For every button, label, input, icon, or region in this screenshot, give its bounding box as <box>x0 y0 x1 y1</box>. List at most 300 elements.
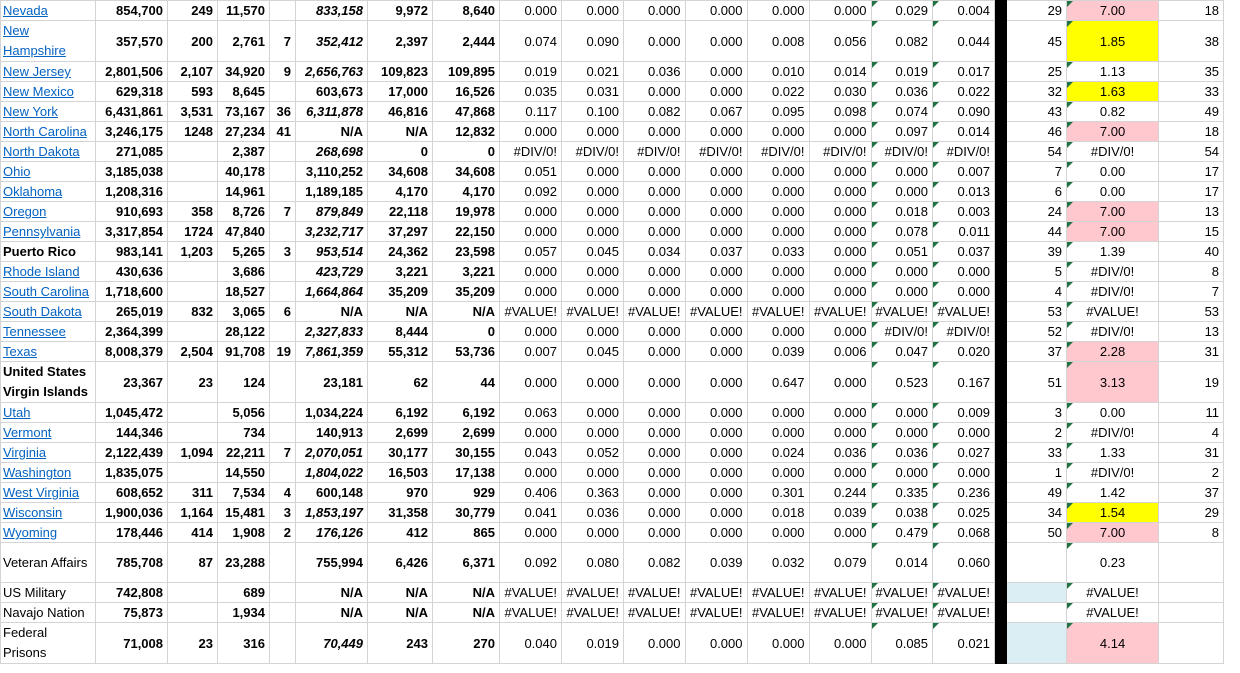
cell[interactable]: #DIV/0! <box>500 142 562 162</box>
row-label[interactable]: New Mexico <box>1 82 96 102</box>
cell[interactable]: 1724 <box>168 222 218 242</box>
cell[interactable]: 0.000 <box>933 262 995 282</box>
cell[interactable]: 0.363 <box>562 483 624 503</box>
row-label[interactable]: New Jersey <box>1 62 96 82</box>
cell[interactable]: 0.036 <box>562 503 624 523</box>
cell[interactable]: 603,673 <box>296 82 368 102</box>
cell[interactable]: 0.406 <box>500 483 562 503</box>
score-cell[interactable]: #DIV/0! <box>1067 463 1159 483</box>
cell[interactable] <box>270 603 296 623</box>
cell[interactable]: N/A <box>433 583 500 603</box>
cell[interactable]: 430,636 <box>96 262 168 282</box>
cell[interactable] <box>168 403 218 423</box>
cell[interactable] <box>270 162 296 182</box>
cell[interactable]: N/A <box>433 603 500 623</box>
cell[interactable]: 6,426 <box>368 543 433 583</box>
cell[interactable]: 0.000 <box>500 523 562 543</box>
cell[interactable]: 0.032 <box>747 543 809 583</box>
cell[interactable]: 0.000 <box>500 362 562 403</box>
cell[interactable]: 0.031 <box>562 82 624 102</box>
cell[interactable]: 0.013 <box>933 182 995 202</box>
cell[interactable]: 2 <box>1159 463 1224 483</box>
cell[interactable]: 8,645 <box>218 82 270 102</box>
cell[interactable]: 0.045 <box>562 242 624 262</box>
cell[interactable]: 0.335 <box>871 483 933 503</box>
cell[interactable] <box>168 603 218 623</box>
cell[interactable]: 1,718,600 <box>96 282 168 302</box>
cell[interactable]: 6,431,861 <box>96 102 168 122</box>
row-label[interactable]: Washington <box>1 463 96 483</box>
cell[interactable]: 0.000 <box>747 403 809 423</box>
cell[interactable]: 35,209 <box>368 282 433 302</box>
score-cell[interactable]: 0.23 <box>1067 543 1159 583</box>
cell[interactable]: 2 <box>1007 423 1067 443</box>
row-label[interactable]: North Dakota <box>1 142 96 162</box>
cell[interactable]: 0.000 <box>871 463 933 483</box>
cell[interactable]: 7 <box>270 202 296 222</box>
cell[interactable]: 0.040 <box>500 623 562 664</box>
cell[interactable]: 0.000 <box>500 423 562 443</box>
cell[interactable]: 6,311,878 <box>296 102 368 122</box>
cell[interactable]: 0.000 <box>685 463 747 483</box>
cell[interactable]: 0.035 <box>500 82 562 102</box>
cell[interactable] <box>270 282 296 302</box>
cell[interactable]: 0.038 <box>871 503 933 523</box>
cell[interactable]: 3,686 <box>218 262 270 282</box>
cell[interactable]: 8,008,379 <box>96 342 168 362</box>
row-label[interactable]: Rhode Island <box>1 262 96 282</box>
cell[interactable]: 0.021 <box>562 62 624 82</box>
score-cell[interactable]: 4.14 <box>1067 623 1159 664</box>
cell[interactable]: 0.020 <box>933 342 995 362</box>
cell[interactable]: 4,170 <box>433 182 500 202</box>
row-label[interactable]: Virginia <box>1 443 96 463</box>
cell[interactable]: 270 <box>433 623 500 664</box>
score-cell[interactable]: 1.54 <box>1067 503 1159 523</box>
cell[interactable]: 1248 <box>168 122 218 142</box>
cell[interactable] <box>270 403 296 423</box>
cell[interactable]: 0.000 <box>685 282 747 302</box>
cell[interactable]: 0.000 <box>685 182 747 202</box>
score-cell[interactable]: #DIV/0! <box>1067 142 1159 162</box>
cell[interactable]: 144,346 <box>96 423 168 443</box>
cell[interactable]: 49 <box>1007 483 1067 503</box>
cell[interactable]: 0.000 <box>624 362 686 403</box>
cell[interactable] <box>270 423 296 443</box>
cell[interactable]: 0.000 <box>624 403 686 423</box>
score-cell[interactable]: 7.00 <box>1067 122 1159 142</box>
cell[interactable]: 0.244 <box>809 483 871 503</box>
cell[interactable]: 87 <box>168 543 218 583</box>
cell[interactable]: 0.030 <box>809 82 871 102</box>
cell[interactable]: 0.000 <box>809 182 871 202</box>
cell[interactable]: 11 <box>1159 403 1224 423</box>
cell[interactable]: 1,908 <box>218 523 270 543</box>
cell[interactable] <box>168 282 218 302</box>
cell[interactable]: 124 <box>218 362 270 403</box>
cell[interactable]: 0.095 <box>747 102 809 122</box>
cell[interactable]: 109,895 <box>433 62 500 82</box>
cell[interactable]: 178,446 <box>96 523 168 543</box>
cell[interactable]: #VALUE! <box>747 603 809 623</box>
cell[interactable]: 0 <box>433 142 500 162</box>
cell[interactable]: 0.167 <box>933 362 995 403</box>
cell[interactable] <box>1007 603 1067 623</box>
cell[interactable]: 0.000 <box>809 262 871 282</box>
cell[interactable]: 0.018 <box>871 202 933 222</box>
cell[interactable]: 49 <box>1159 102 1224 122</box>
cell[interactable]: 0.000 <box>747 322 809 342</box>
cell[interactable]: 7,534 <box>218 483 270 503</box>
cell[interactable]: 9,972 <box>368 1 433 21</box>
score-cell[interactable]: #DIV/0! <box>1067 322 1159 342</box>
row-label[interactable]: Texas <box>1 342 96 362</box>
cell[interactable]: 0.036 <box>624 62 686 82</box>
cell[interactable]: 0.000 <box>624 1 686 21</box>
cell[interactable]: 0.000 <box>685 322 747 342</box>
cell[interactable]: 2,504 <box>168 342 218 362</box>
cell[interactable]: 1,853,197 <box>296 503 368 523</box>
cell[interactable]: 0.022 <box>747 82 809 102</box>
cell[interactable]: 0.039 <box>809 503 871 523</box>
cell[interactable]: 40,178 <box>218 162 270 182</box>
cell[interactable]: 18,527 <box>218 282 270 302</box>
cell[interactable]: 593 <box>168 82 218 102</box>
cell[interactable]: 30,779 <box>433 503 500 523</box>
row-label[interactable]: Nevada <box>1 1 96 21</box>
cell[interactable]: #VALUE! <box>500 583 562 603</box>
cell[interactable]: 71,008 <box>96 623 168 664</box>
cell[interactable]: 953,514 <box>296 242 368 262</box>
cell[interactable]: 0.000 <box>809 202 871 222</box>
cell[interactable]: 51 <box>1007 362 1067 403</box>
cell[interactable]: 0.000 <box>809 322 871 342</box>
cell[interactable]: 0.000 <box>562 162 624 182</box>
cell[interactable]: 29 <box>1159 503 1224 523</box>
cell[interactable]: 28,122 <box>218 322 270 342</box>
cell[interactable]: 2,397 <box>368 21 433 62</box>
cell[interactable]: 0.063 <box>500 403 562 423</box>
cell[interactable] <box>270 1 296 21</box>
cell[interactable]: 0.000 <box>624 222 686 242</box>
cell[interactable]: 600,148 <box>296 483 368 503</box>
cell[interactable]: 0.000 <box>685 122 747 142</box>
cell[interactable]: 5,056 <box>218 403 270 423</box>
cell[interactable]: 0.036 <box>809 443 871 463</box>
cell[interactable]: 31 <box>1159 342 1224 362</box>
cell[interactable]: 23,367 <box>96 362 168 403</box>
cell[interactable]: 1,208,316 <box>96 182 168 202</box>
cell[interactable]: 3 <box>270 242 296 262</box>
cell[interactable]: 0.479 <box>871 523 933 543</box>
cell[interactable]: 29 <box>1007 1 1067 21</box>
cell[interactable]: 0.090 <box>562 21 624 62</box>
cell[interactable]: #VALUE! <box>809 603 871 623</box>
cell[interactable]: 0.000 <box>747 423 809 443</box>
cell[interactable]: 43 <box>1007 102 1067 122</box>
cell[interactable]: 17,000 <box>368 82 433 102</box>
cell[interactable]: 1,203 <box>168 242 218 262</box>
cell[interactable]: N/A <box>368 583 433 603</box>
cell[interactable]: 0.051 <box>871 242 933 262</box>
cell[interactable]: 8 <box>1159 523 1224 543</box>
cell[interactable]: 17 <box>1159 182 1224 202</box>
cell[interactable]: 0.000 <box>685 1 747 21</box>
cell[interactable]: 16,503 <box>368 463 433 483</box>
cell[interactable]: N/A <box>368 603 433 623</box>
cell[interactable]: 53 <box>1007 302 1067 322</box>
cell[interactable]: 54 <box>1007 142 1067 162</box>
cell[interactable]: 0.000 <box>624 202 686 222</box>
cell[interactable] <box>270 322 296 342</box>
score-cell[interactable]: 1.85 <box>1067 21 1159 62</box>
cell[interactable]: 832 <box>168 302 218 322</box>
row-label[interactable]: Pennsylvania <box>1 222 96 242</box>
cell[interactable]: 200 <box>168 21 218 62</box>
cell[interactable]: 75,873 <box>96 603 168 623</box>
score-cell[interactable]: #DIV/0! <box>1067 423 1159 443</box>
score-cell[interactable]: 1.63 <box>1067 82 1159 102</box>
cell[interactable]: 0.000 <box>624 623 686 664</box>
cell[interactable]: 0.000 <box>562 403 624 423</box>
cell[interactable]: 35,209 <box>433 282 500 302</box>
cell[interactable]: 1 <box>1007 463 1067 483</box>
cell[interactable]: 53 <box>1159 302 1224 322</box>
cell[interactable]: 45 <box>1007 21 1067 62</box>
cell[interactable]: 0.000 <box>809 1 871 21</box>
cell[interactable]: 0.301 <box>747 483 809 503</box>
cell[interactable]: 0 <box>368 142 433 162</box>
cell[interactable] <box>270 583 296 603</box>
cell[interactable]: 19 <box>270 342 296 362</box>
cell[interactable]: 734 <box>218 423 270 443</box>
cell[interactable] <box>168 423 218 443</box>
score-cell[interactable]: #DIV/0! <box>1067 262 1159 282</box>
cell[interactable] <box>270 82 296 102</box>
cell[interactable]: 0.000 <box>871 162 933 182</box>
cell[interactable]: 0.000 <box>871 423 933 443</box>
cell[interactable]: 2,364,399 <box>96 322 168 342</box>
cell[interactable]: #DIV/0! <box>685 142 747 162</box>
cell[interactable]: 0.025 <box>933 503 995 523</box>
cell[interactable]: 2,761 <box>218 21 270 62</box>
cell[interactable]: 14,550 <box>218 463 270 483</box>
cell[interactable]: 0.000 <box>562 122 624 142</box>
cell[interactable]: #VALUE! <box>562 302 624 322</box>
cell[interactable]: #VALUE! <box>747 302 809 322</box>
cell[interactable]: 6 <box>270 302 296 322</box>
cell[interactable]: 4 <box>270 483 296 503</box>
cell[interactable]: 22,150 <box>433 222 500 242</box>
cell[interactable]: 0.022 <box>933 82 995 102</box>
row-label[interactable]: Oregon <box>1 202 96 222</box>
cell[interactable]: 30,155 <box>433 443 500 463</box>
cell[interactable]: 3,317,854 <box>96 222 168 242</box>
cell[interactable]: 0.080 <box>562 543 624 583</box>
cell[interactable]: 30,177 <box>368 443 433 463</box>
cell[interactable]: 0.000 <box>562 202 624 222</box>
cell[interactable]: 27,234 <box>218 122 270 142</box>
cell[interactable]: 23,598 <box>433 242 500 262</box>
cell[interactable]: #DIV/0! <box>624 142 686 162</box>
cell[interactable]: #DIV/0! <box>871 322 933 342</box>
cell[interactable]: 31,358 <box>368 503 433 523</box>
cell[interactable]: 0.000 <box>747 262 809 282</box>
cell[interactable]: 0.067 <box>685 102 747 122</box>
cell[interactable]: 0.236 <box>933 483 995 503</box>
cell[interactable]: 0.000 <box>624 463 686 483</box>
cell[interactable]: #DIV/0! <box>871 142 933 162</box>
cell[interactable] <box>270 182 296 202</box>
cell[interactable]: 0.000 <box>685 202 747 222</box>
cell[interactable]: 0.000 <box>685 342 747 362</box>
cell[interactable]: 0.000 <box>562 1 624 21</box>
cell[interactable]: 0.007 <box>500 342 562 362</box>
score-cell[interactable]: #VALUE! <box>1067 583 1159 603</box>
cell[interactable]: 36 <box>270 102 296 122</box>
cell[interactable]: 22,211 <box>218 443 270 463</box>
cell[interactable]: 31 <box>1159 443 1224 463</box>
cell[interactable]: 9 <box>270 62 296 82</box>
cell[interactable]: 0.000 <box>871 403 933 423</box>
cell[interactable]: 46,816 <box>368 102 433 122</box>
cell[interactable]: 34,920 <box>218 62 270 82</box>
cell[interactable]: 0.000 <box>500 1 562 21</box>
cell[interactable]: 25 <box>1007 62 1067 82</box>
cell[interactable]: 0.000 <box>685 443 747 463</box>
row-label[interactable]: South Dakota <box>1 302 96 322</box>
row-label[interactable]: Wyoming <box>1 523 96 543</box>
cell[interactable]: 0.000 <box>624 483 686 503</box>
cell[interactable]: 1,094 <box>168 443 218 463</box>
cell[interactable]: 11,570 <box>218 1 270 21</box>
cell[interactable]: 0.000 <box>562 182 624 202</box>
cell[interactable] <box>168 322 218 342</box>
cell[interactable]: #DIV/0! <box>933 322 995 342</box>
cell[interactable]: 265,019 <box>96 302 168 322</box>
cell[interactable]: 1,045,472 <box>96 403 168 423</box>
cell[interactable]: 0.000 <box>871 262 933 282</box>
score-cell[interactable]: 3.13 <box>1067 362 1159 403</box>
cell[interactable]: N/A <box>368 122 433 142</box>
cell[interactable]: 0.000 <box>624 503 686 523</box>
cell[interactable]: 4,170 <box>368 182 433 202</box>
cell[interactable]: #DIV/0! <box>562 142 624 162</box>
cell[interactable]: 52 <box>1007 322 1067 342</box>
cell[interactable] <box>1159 543 1224 583</box>
cell[interactable]: 0.000 <box>685 523 747 543</box>
cell[interactable]: 0.085 <box>871 623 933 664</box>
cell[interactable]: 0.000 <box>685 82 747 102</box>
cell[interactable]: 33 <box>1007 443 1067 463</box>
cell[interactable]: 854,700 <box>96 1 168 21</box>
cell[interactable]: 0.051 <box>500 162 562 182</box>
cell[interactable]: 2,699 <box>368 423 433 443</box>
cell[interactable]: 1,189,185 <box>296 182 368 202</box>
cell[interactable]: 352,412 <box>296 21 368 62</box>
cell[interactable]: 243 <box>368 623 433 664</box>
cell[interactable]: 865 <box>433 523 500 543</box>
cell[interactable]: 2,327,833 <box>296 322 368 342</box>
cell[interactable]: 4 <box>1007 282 1067 302</box>
score-cell[interactable]: 0.00 <box>1067 403 1159 423</box>
cell[interactable]: 23,181 <box>296 362 368 403</box>
row-label[interactable]: Ohio <box>1 162 96 182</box>
cell[interactable]: 91,708 <box>218 342 270 362</box>
cell[interactable]: 3,246,175 <box>96 122 168 142</box>
cell[interactable]: 0.000 <box>500 463 562 483</box>
cell[interactable]: 929 <box>433 483 500 503</box>
cell[interactable]: 0.007 <box>933 162 995 182</box>
cell[interactable]: 3,110,252 <box>296 162 368 182</box>
cell[interactable]: 55,312 <box>368 342 433 362</box>
row-label[interactable]: South Carolina <box>1 282 96 302</box>
cell[interactable] <box>270 623 296 664</box>
cell[interactable]: 0.082 <box>624 102 686 122</box>
row-label[interactable]: West Virginia <box>1 483 96 503</box>
cell[interactable]: N/A <box>296 603 368 623</box>
cell[interactable]: 0.000 <box>562 463 624 483</box>
cell[interactable] <box>168 182 218 202</box>
row-label[interactable]: Wisconsin <box>1 503 96 523</box>
cell[interactable]: 0.000 <box>562 282 624 302</box>
cell[interactable]: 0.014 <box>871 543 933 583</box>
cell[interactable]: 13 <box>1159 322 1224 342</box>
cell[interactable]: 0.000 <box>809 463 871 483</box>
cell[interactable]: 0.000 <box>562 362 624 403</box>
cell[interactable]: #VALUE! <box>871 302 933 322</box>
cell[interactable]: 0.000 <box>747 1 809 21</box>
cell[interactable]: 0.000 <box>747 182 809 202</box>
cell[interactable]: #DIV/0! <box>747 142 809 162</box>
cell[interactable]: #VALUE! <box>624 302 686 322</box>
row-label[interactable]: Oklahoma <box>1 182 96 202</box>
score-cell[interactable]: 0.00 <box>1067 162 1159 182</box>
cell[interactable]: 0.047 <box>871 342 933 362</box>
cell[interactable]: 0.000 <box>562 322 624 342</box>
cell[interactable]: 0.036 <box>871 82 933 102</box>
cell[interactable]: #VALUE! <box>871 603 933 623</box>
cell[interactable]: 1,034,224 <box>296 403 368 423</box>
cell[interactable]: 0.000 <box>685 503 747 523</box>
cell[interactable]: 0.041 <box>500 503 562 523</box>
cell[interactable]: 16,526 <box>433 82 500 102</box>
cell[interactable]: 0.000 <box>685 623 747 664</box>
cell[interactable]: 0.000 <box>747 623 809 664</box>
cell[interactable]: 0.000 <box>624 423 686 443</box>
cell[interactable] <box>1007 623 1067 664</box>
cell[interactable] <box>270 463 296 483</box>
cell[interactable]: 2,656,763 <box>296 62 368 82</box>
cell[interactable]: 23,288 <box>218 543 270 583</box>
cell[interactable]: 0.000 <box>809 403 871 423</box>
cell[interactable]: 17 <box>1159 162 1224 182</box>
cell[interactable]: 12,832 <box>433 122 500 142</box>
cell[interactable]: 176,126 <box>296 523 368 543</box>
cell[interactable]: 983,141 <box>96 242 168 262</box>
cell[interactable]: 1,934 <box>218 603 270 623</box>
cell[interactable]: 271,085 <box>96 142 168 162</box>
cell[interactable]: 0.000 <box>685 222 747 242</box>
cell[interactable]: 2,444 <box>433 21 500 62</box>
cell[interactable] <box>168 262 218 282</box>
row-label[interactable]: Tennessee <box>1 322 96 342</box>
cell[interactable]: 0.024 <box>747 443 809 463</box>
cell[interactable]: 0.000 <box>809 222 871 242</box>
cell[interactable]: 2,387 <box>218 142 270 162</box>
cell[interactable]: 0.078 <box>871 222 933 242</box>
cell[interactable]: 62 <box>368 362 433 403</box>
